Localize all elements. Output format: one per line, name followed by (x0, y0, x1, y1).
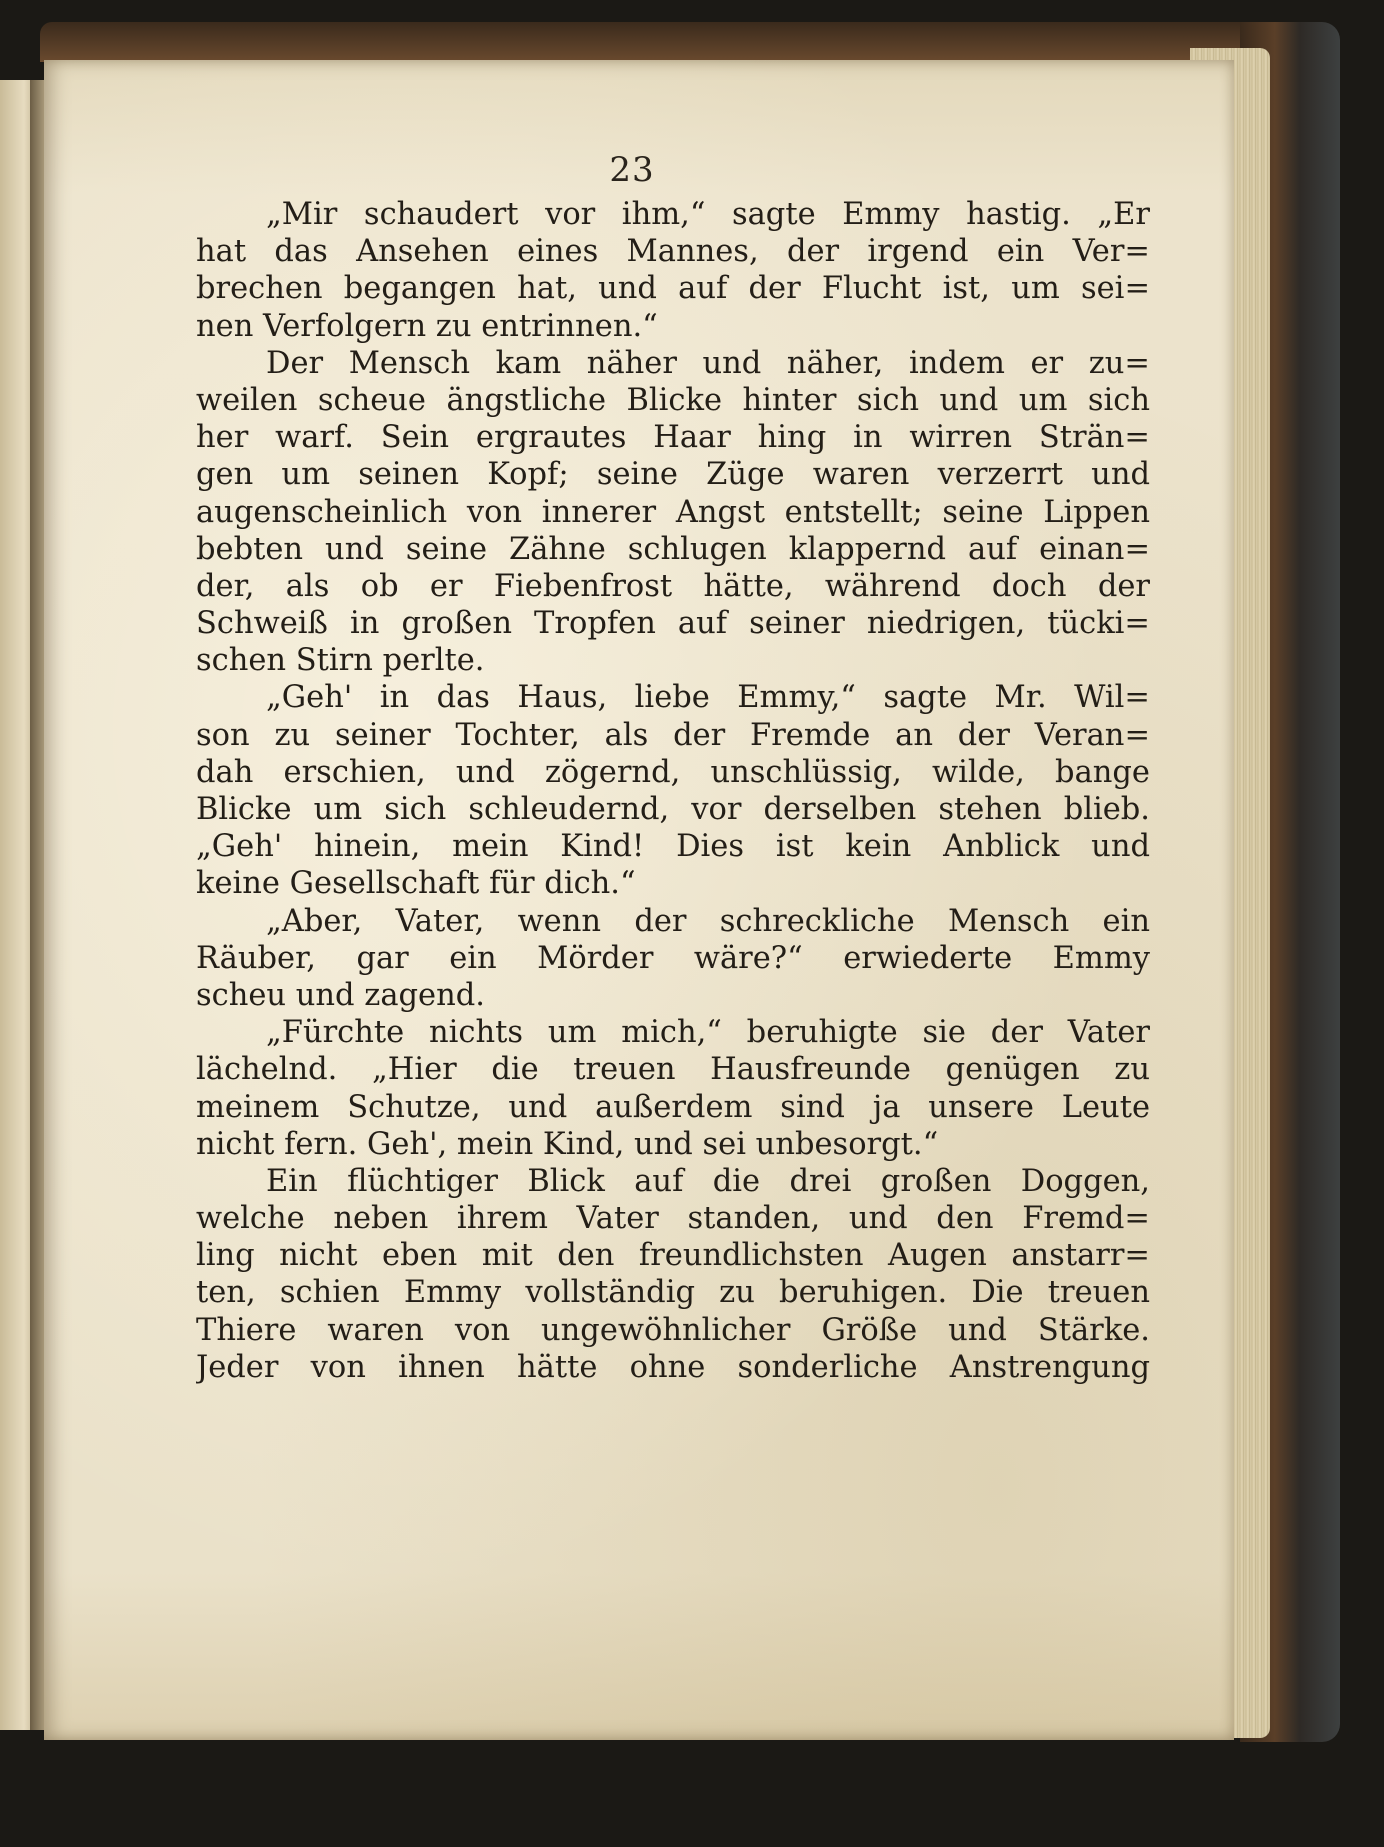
text-line: Schweiß in großen Tropfen auf seiner niedrigen, tücki= (196, 606, 1150, 642)
text-line: Ein flüchtiger Blick auf die drei großen Doggen, (266, 1163, 1150, 1199)
text-line: dah erschien, und zögernd, unschlüssig, wilde, bange (196, 754, 1150, 790)
text-line: lächelnd. „Hier die treuen Hausfreunde genügen zu (196, 1052, 1150, 1088)
text-line: „Fürchte nichts um mich,“ beruhigte sie der Vater (266, 1015, 1150, 1051)
text-line: schen Stirn perlte. (196, 643, 485, 679)
text-line: Blicke um sich schleudernd, vor derselben stehen blieb. (196, 792, 1150, 827)
text-line: scheu und zagend. (196, 977, 485, 1013)
text-line: son zu seiner Tochter, als der Fremde an der Veran= (196, 717, 1150, 753)
text-line: keine Gesellschaft für dich.“ (196, 866, 636, 902)
page-text (196, 196, 1150, 1386)
book-cover-top-edge (40, 22, 1330, 62)
text-line: „Geh' in das Haus, liebe Emmy,“ sagte Mr. Wil= (266, 680, 1150, 716)
text-line: nen Verfolgern zu entrinnen.“ (196, 308, 658, 344)
text-line: her warf. Sein ergrautes Haar hing in wirren Strän= (196, 420, 1150, 456)
text-line: „Geh' hinein, mein Kind! Dies ist kein Anblick und (196, 829, 1150, 865)
text-line: Jeder von ihnen hätte ohne sonderliche Anstrengung (196, 1349, 1150, 1385)
text-line: „Aber, Vater, wenn der schreckliche Mensch ein (266, 903, 1150, 939)
text-line: der, als ob er Fiebenfrost hätte, während doch der (196, 568, 1150, 604)
text-line: Thiere waren von ungewöhnlicher Größe und Stärke. (196, 1312, 1150, 1348)
text-line: ten, schien Emmy vollständig zu beruhigen. Die treuen (196, 1275, 1150, 1311)
text-line: ling nicht eben mit den freundlichsten Augen anstarr= (196, 1238, 1150, 1274)
text-line: gen um seinen Kopf; seine Züge waren verzerrt und (196, 457, 1150, 493)
text-line: nicht fern. Geh', mein Kind, und sei unbesorgt.“ (196, 1126, 939, 1162)
page-number: 23 (609, 150, 655, 190)
text-line: Räuber, gar ein Mörder wäre?“ erwiederte Emmy (196, 940, 1150, 976)
text-line: augenscheinlich von innerer Angst entstellt; seine Lippen (196, 494, 1150, 530)
text-line: weilen scheue ängstliche Blicke hinter sich und um sich (196, 382, 1150, 418)
text-line: hat das Ansehen eines Mannes, der irgend ein Ver= (196, 234, 1150, 270)
text-line: Der Mensch kam näher und näher, indem er zu= (266, 345, 1150, 381)
text-line: bebten und seine Zähne schlugen klappernd auf einan= (196, 531, 1150, 567)
text-line: meinem Schutze, und außerdem sind ja unsere Leute (196, 1089, 1150, 1125)
text-line: brechen begangen hat, und auf der Flucht ist, um sei= (196, 271, 1150, 307)
text-line: welche neben ihrem Vater standen, und den Fremd= (196, 1201, 1150, 1237)
text-line: „Mir schaudert vor ihm,“ sagte Emmy hastig. „Er (266, 197, 1150, 232)
